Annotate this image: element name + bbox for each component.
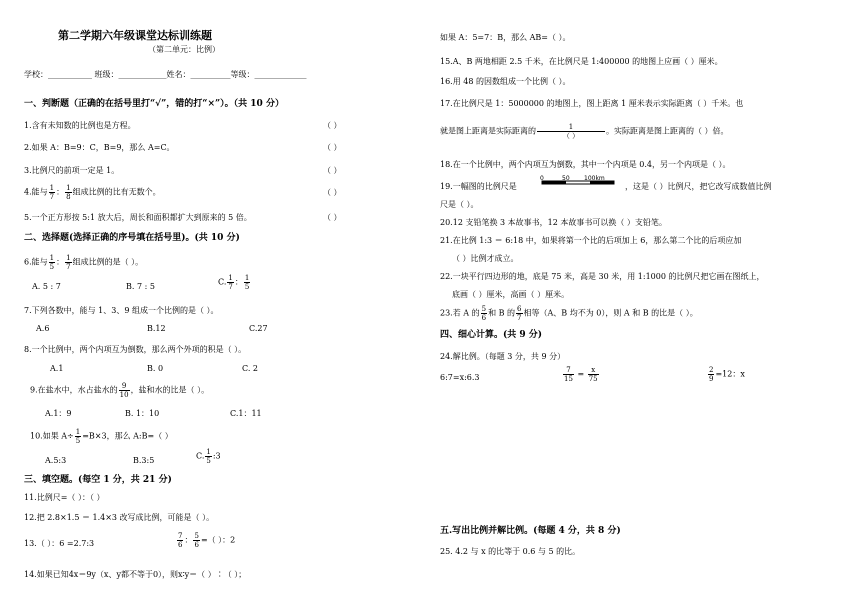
fraction: $\frac{1}{( )}$ [537,123,605,140]
fraction: $\frac{6}{7}$ [517,305,522,322]
section-heading: 二、选择题(选择正确的序号填在括号里)。(共 10 分) [24,233,240,243]
fraction: $\frac{5}{6}$ [194,532,199,549]
question-line: C. 2 [242,364,259,373]
question-10: 10.如果 A÷ $\frac{1}{5}$ =B×3，那么 A:B=（ ） [30,428,173,445]
fraction: $\frac{7}{6}$ [178,532,183,549]
fraction: $\frac{7}{15}$ [564,366,573,383]
question-line: A.1：9 [45,409,72,418]
question-line: C.1：11 [230,409,262,418]
question-line: 14.如果已知4x＝9y（x、y都不等于0），则x∶y＝（ ）∶（ ）； [24,570,247,579]
fraction: $\frac{x}{75}$ [588,366,598,383]
question-line: C.27 [249,324,268,333]
question-line: A. 5 : 7 [32,282,61,291]
question-line: （ ） [323,213,342,222]
question-line: 22.一块平行四边形的地，底是 75 米，高是 30 米，用 1:1000 的比例尺把它画在图纸上， [440,272,765,281]
question-line: B. 0 [147,364,164,373]
fraction: $\frac{1}{7}$ [228,274,233,291]
section-heading: 一、判断题（正确的在括号里打“√”，错的打“×”）。（共 10 分） [24,99,284,109]
question-line: B.3:5 [133,456,155,465]
problem-24-1: 6:7=x:6.3 [440,373,480,382]
page-subtitle: （第二单元：比例） [148,45,220,54]
question-line: 16.用 48 的因数组成一个比例（ ）。 [440,77,571,86]
question-line: 尺是（ ）。 [440,200,479,209]
question-line: B. 7 : 5 [126,282,155,291]
page-title: 第二学期六年级课堂达标训练题 [58,29,212,42]
option-c: C. $\frac{1}{7}$ ： $\frac{1}{5}$ [218,274,250,291]
question-line: 20.12 支铅笔换 3 本故事书，12 本故事书可以换（ ）支铅笔。 [440,218,667,227]
problem-24-3: $\frac{2}{9}$ =12：x [709,366,745,383]
question-line: （ ） [323,121,342,130]
question-line: 21.在比例 1:3 ＝ 6:18 中，如果将第一个比的后项加上 6，那么第二个比的后项应加 [440,236,742,245]
question-line: （ ）比例才成立。 [452,254,519,263]
question-line: 18.在一个比例中，两个内项互为倒数，其中一个内项是 0.4，另一个内项是（ ）。 [440,160,731,169]
section-heading: 四、细心计算。(共 9 分) [440,330,543,340]
fraction: $\frac{1}{5}$ [244,274,250,291]
question-line: 5.一个正方形按 5:1 放大后，周长和面积都扩大到原来的 5 倍。 [24,213,252,222]
question-6: 6.能与 $\frac{1}{5}$ ： $\frac{1}{7}$ 组成比例的是（ ）。 [24,254,144,271]
question-17-continued: 就是图上距离是实际距离的 $\frac{1}{( )}$ 。实际距离是图上距离的（ ）倍。 [440,123,729,140]
student-info-line: 学校：___________ 班级：____________姓名：__________等级：_____________ [24,70,307,79]
question-23: 23.若 A 的 $\frac{5}{6}$ 和 B 的 $\frac{6}{7}$ 相等（A、B 均不为 0），则 A 和 B 的比是（ ）。 [440,305,698,322]
question-line: 11.比例尺=（ ）：（ ） [24,493,105,502]
fraction: $\frac{1}{8}$ [66,184,71,201]
section-heading: 三、填空题。(每空 1 分，共 21 分) [24,475,172,485]
question-line: （ ） [323,143,342,152]
fraction: $\frac{1}{5}$ [75,428,81,445]
fraction: $\frac{1}{7}$ [49,184,55,201]
fraction: $\frac{1}{5}$ [49,254,55,271]
question-4: 4.能与 $\frac{1}{7}$ ： $\frac{1}{8}$ 组成比例的比有无数个。 [24,184,161,201]
question-line: 12.把 2.8×1.5 ＝ 1.4×3 改写成比例，可能是（ ）。 [24,513,215,522]
fraction: $\frac{5}{6}$ [481,305,487,322]
question-line: 17.在比例尺是 1：5000000 的地图上，图上距离 1 厘米表示实际距离（ ）千米。也 [440,99,744,108]
question-line: 2.如果 A：B=9：C，B=9，那么 A=C。 [24,143,175,152]
question-line: 8.一个比例中，两个内项互为倒数，那么两个外项的积是（ ）。 [24,345,247,354]
question-line: B. 1：10 [125,409,160,418]
question-line: 24.解比例。（每题 3 分，共 9 分） [440,352,566,361]
question-line: A.1 [50,364,64,373]
problem-24-2: $\frac{7}{15}$ = $\frac{x}{75}$ [564,366,598,383]
scale-tick-label: 100km [584,175,605,182]
question-line: 15.A、B 两地相距 2.5 千米，在比例尺是 1:400000 的地图上应画（ ）厘米。 [440,57,723,66]
question-line: （ ） [323,166,342,175]
scale-tick-label: 0 [540,175,544,182]
question-line: 13.（ ）：6 =2.7:3 [24,539,95,548]
fraction: $\frac{1}{5}$ [206,448,211,465]
answer-bracket: （ ） [323,188,342,197]
fraction: $\frac{9}{10}$ [119,382,129,399]
fraction: $\frac{2}{9}$ [709,366,714,383]
question-line: 3.比例尺的前项一定是 1。 [24,166,120,175]
scale-bar [540,174,616,188]
question-13-part: $\frac{7}{6}$ ： $\frac{5}{6}$ =（ ）：2 [178,532,236,549]
question-line: 底画（ ）厘米，高画（ ）厘米。 [452,290,570,299]
option-c: C. $\frac{1}{5}$ :3 [196,448,221,465]
question-line: A.5:3 [45,456,67,465]
question-line: A.6 [36,324,50,333]
question-line: 19.一幅图的比例尺是 [440,182,517,191]
question-line: B.12 [147,324,166,333]
question-9: 9.在盐水中，水占盐水的 $\frac{9}{10}$ ，盐和水的比是（ ）。 [30,382,210,399]
question-line: 7.下列各数中，能与 1、3、9 组成一个比例的是（ ）。 [24,306,219,315]
question-line: 如果 A：5=7：B，那么 AB=（ ）。 [440,33,571,42]
question-line: 25. 4.2 与 x 的比等于 0.6 与 5 的比。 [440,547,581,556]
fraction: $\frac{1}{7}$ [66,254,71,271]
question-line: ，这是（ ）比例尺，把它改写成数值比例 [625,182,772,191]
scale-tick-label: 50 [562,175,570,182]
question-line: 1.含有未知数的比例也是方程。 [24,121,136,130]
section-heading: 五.写出比例并解比例。(每题 4 分，共 8 分) [440,526,621,536]
